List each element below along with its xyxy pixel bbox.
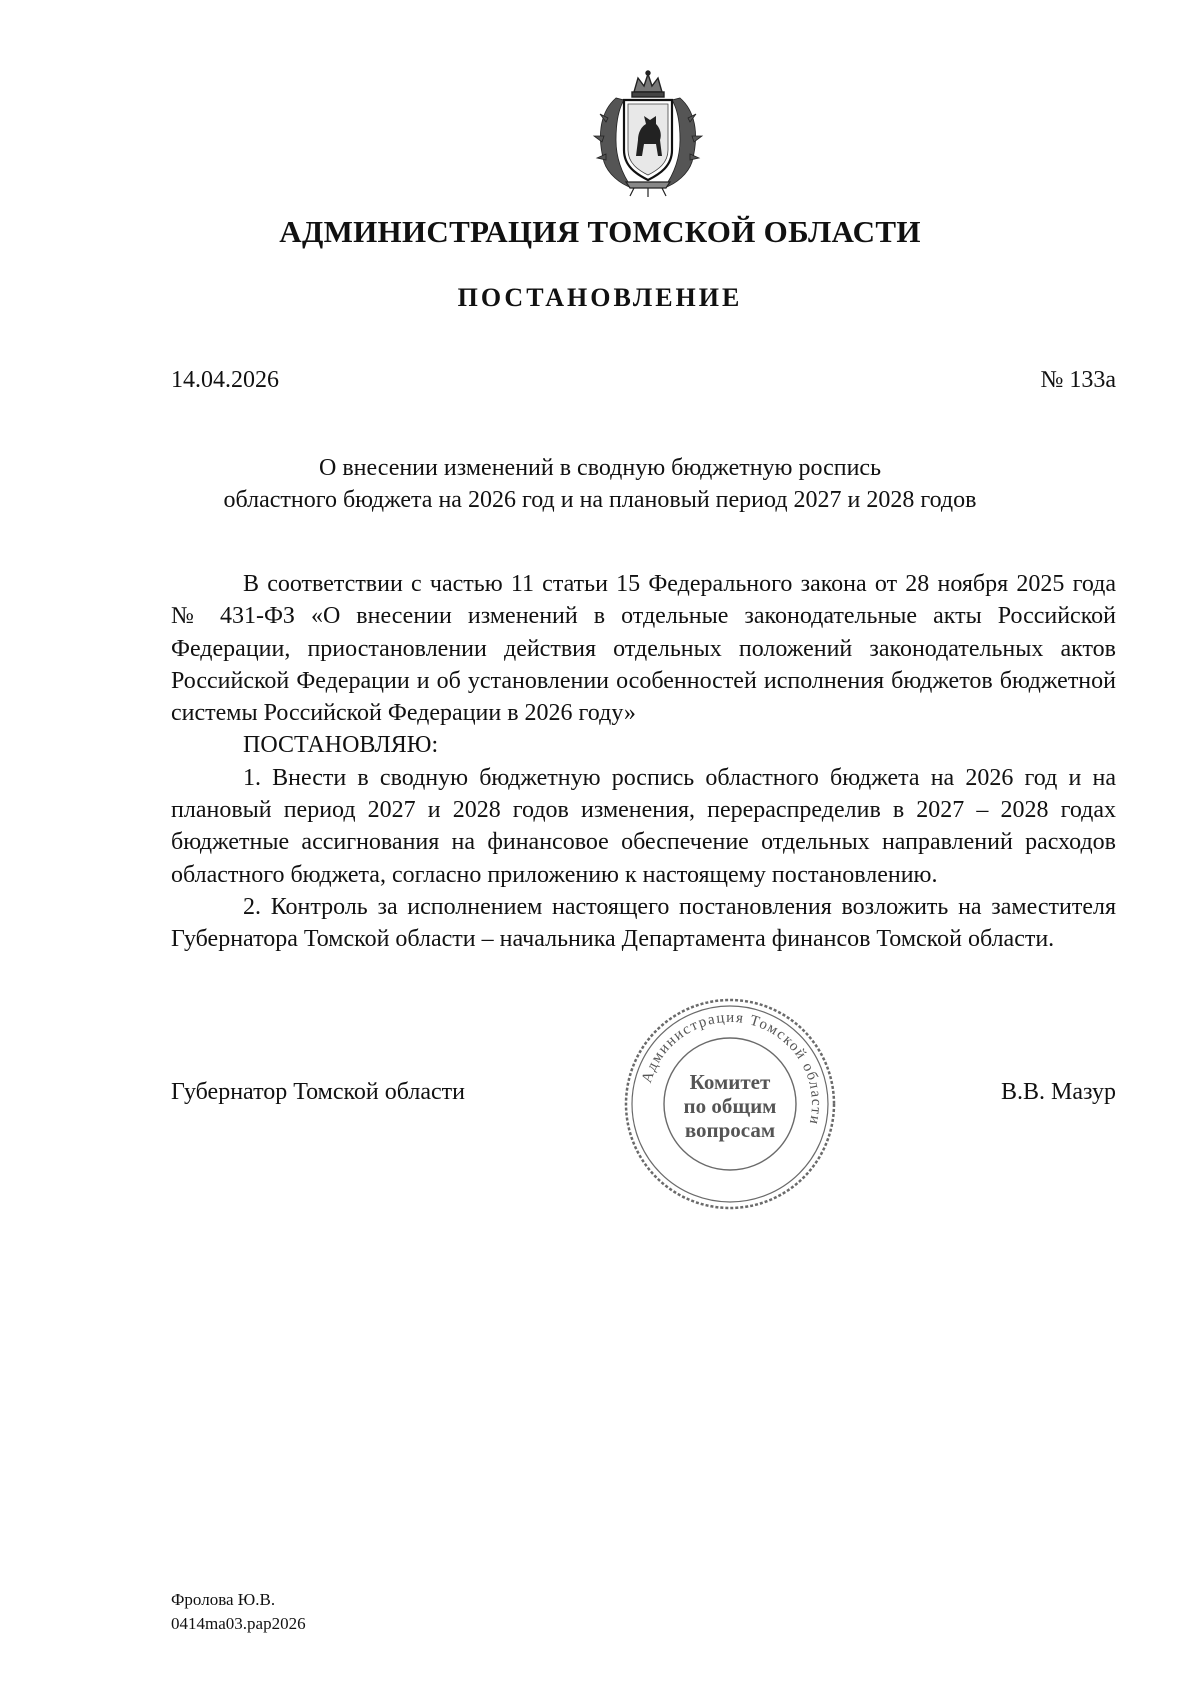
official-stamp [619, 993, 841, 1215]
document-body [171, 568, 1116, 956]
executor-block [171, 1588, 306, 1636]
signatory-name: В.В. Мазур [1001, 1079, 1116, 1105]
organization-title: АДМИНИСТРАЦИЯ ТОМСКОЙ ОБЛАСТИ [279, 214, 921, 249]
document-number: № 133а [1040, 367, 1116, 393]
document-subject [0, 452, 1200, 516]
signatory-position: Губернатор Томской области [171, 1079, 465, 1105]
subject-line-1: О внесении изменений в сводную бюджетную роспись [318, 455, 882, 481]
preamble-paragraph: В соответствии с частью 11 статьи 15 Федерального закона от 28 ноября 2025 года № 431-ФЗ «О внесении изменений в отдельные законодательные акты Российской Федерации, приостановлении действия отдельных положений законодательных актов Российской Федерации и об установлении особенностей исполнения бюджетов бюджетной системы Российской Федерации в 2026 году» [171, 571, 1116, 727]
stamp-center-line-1: Комитет [689, 1070, 771, 1094]
item-2-paragraph: 2. Контроль за исполнением настоящего постановления возложить на заместителя Губернатора Томской области – начальника Департамента финансов Томской области. [171, 893, 1116, 953]
file-code: 0414ma03.pap2026 [171, 1614, 306, 1633]
stamp-center-line-3: вопросам [684, 1118, 776, 1142]
stamp-ring-text: Администрация Томской области [638, 1009, 825, 1127]
decree-word: ПОСТАНОВЛЯЮ: [243, 732, 439, 759]
executor-name: Фролова Ю.В. [171, 1590, 276, 1609]
subject-line-2: областного бюджета на 2026 год и на плановый период 2027 и 2028 годов [223, 487, 977, 513]
stamp-center-line-2: по общим [683, 1094, 777, 1118]
coat-of-arms-emblem [586, 70, 710, 198]
item-1-paragraph: 1. Внести в сводную бюджетную роспись областного бюджета на 2026 год и на плановый период 2027 и 2028 годов изменения, перераспределив в 2027 – 2028 годах бюджетные ассигнования на финансовое обеспечение отдельных направлений расходов областного бюджета, согласно приложению к настоящему постановлению. [171, 764, 1116, 888]
document-type: ПОСТАНОВЛЕНИЕ [457, 283, 743, 312]
document-date: 14.04.2026 [171, 367, 279, 393]
